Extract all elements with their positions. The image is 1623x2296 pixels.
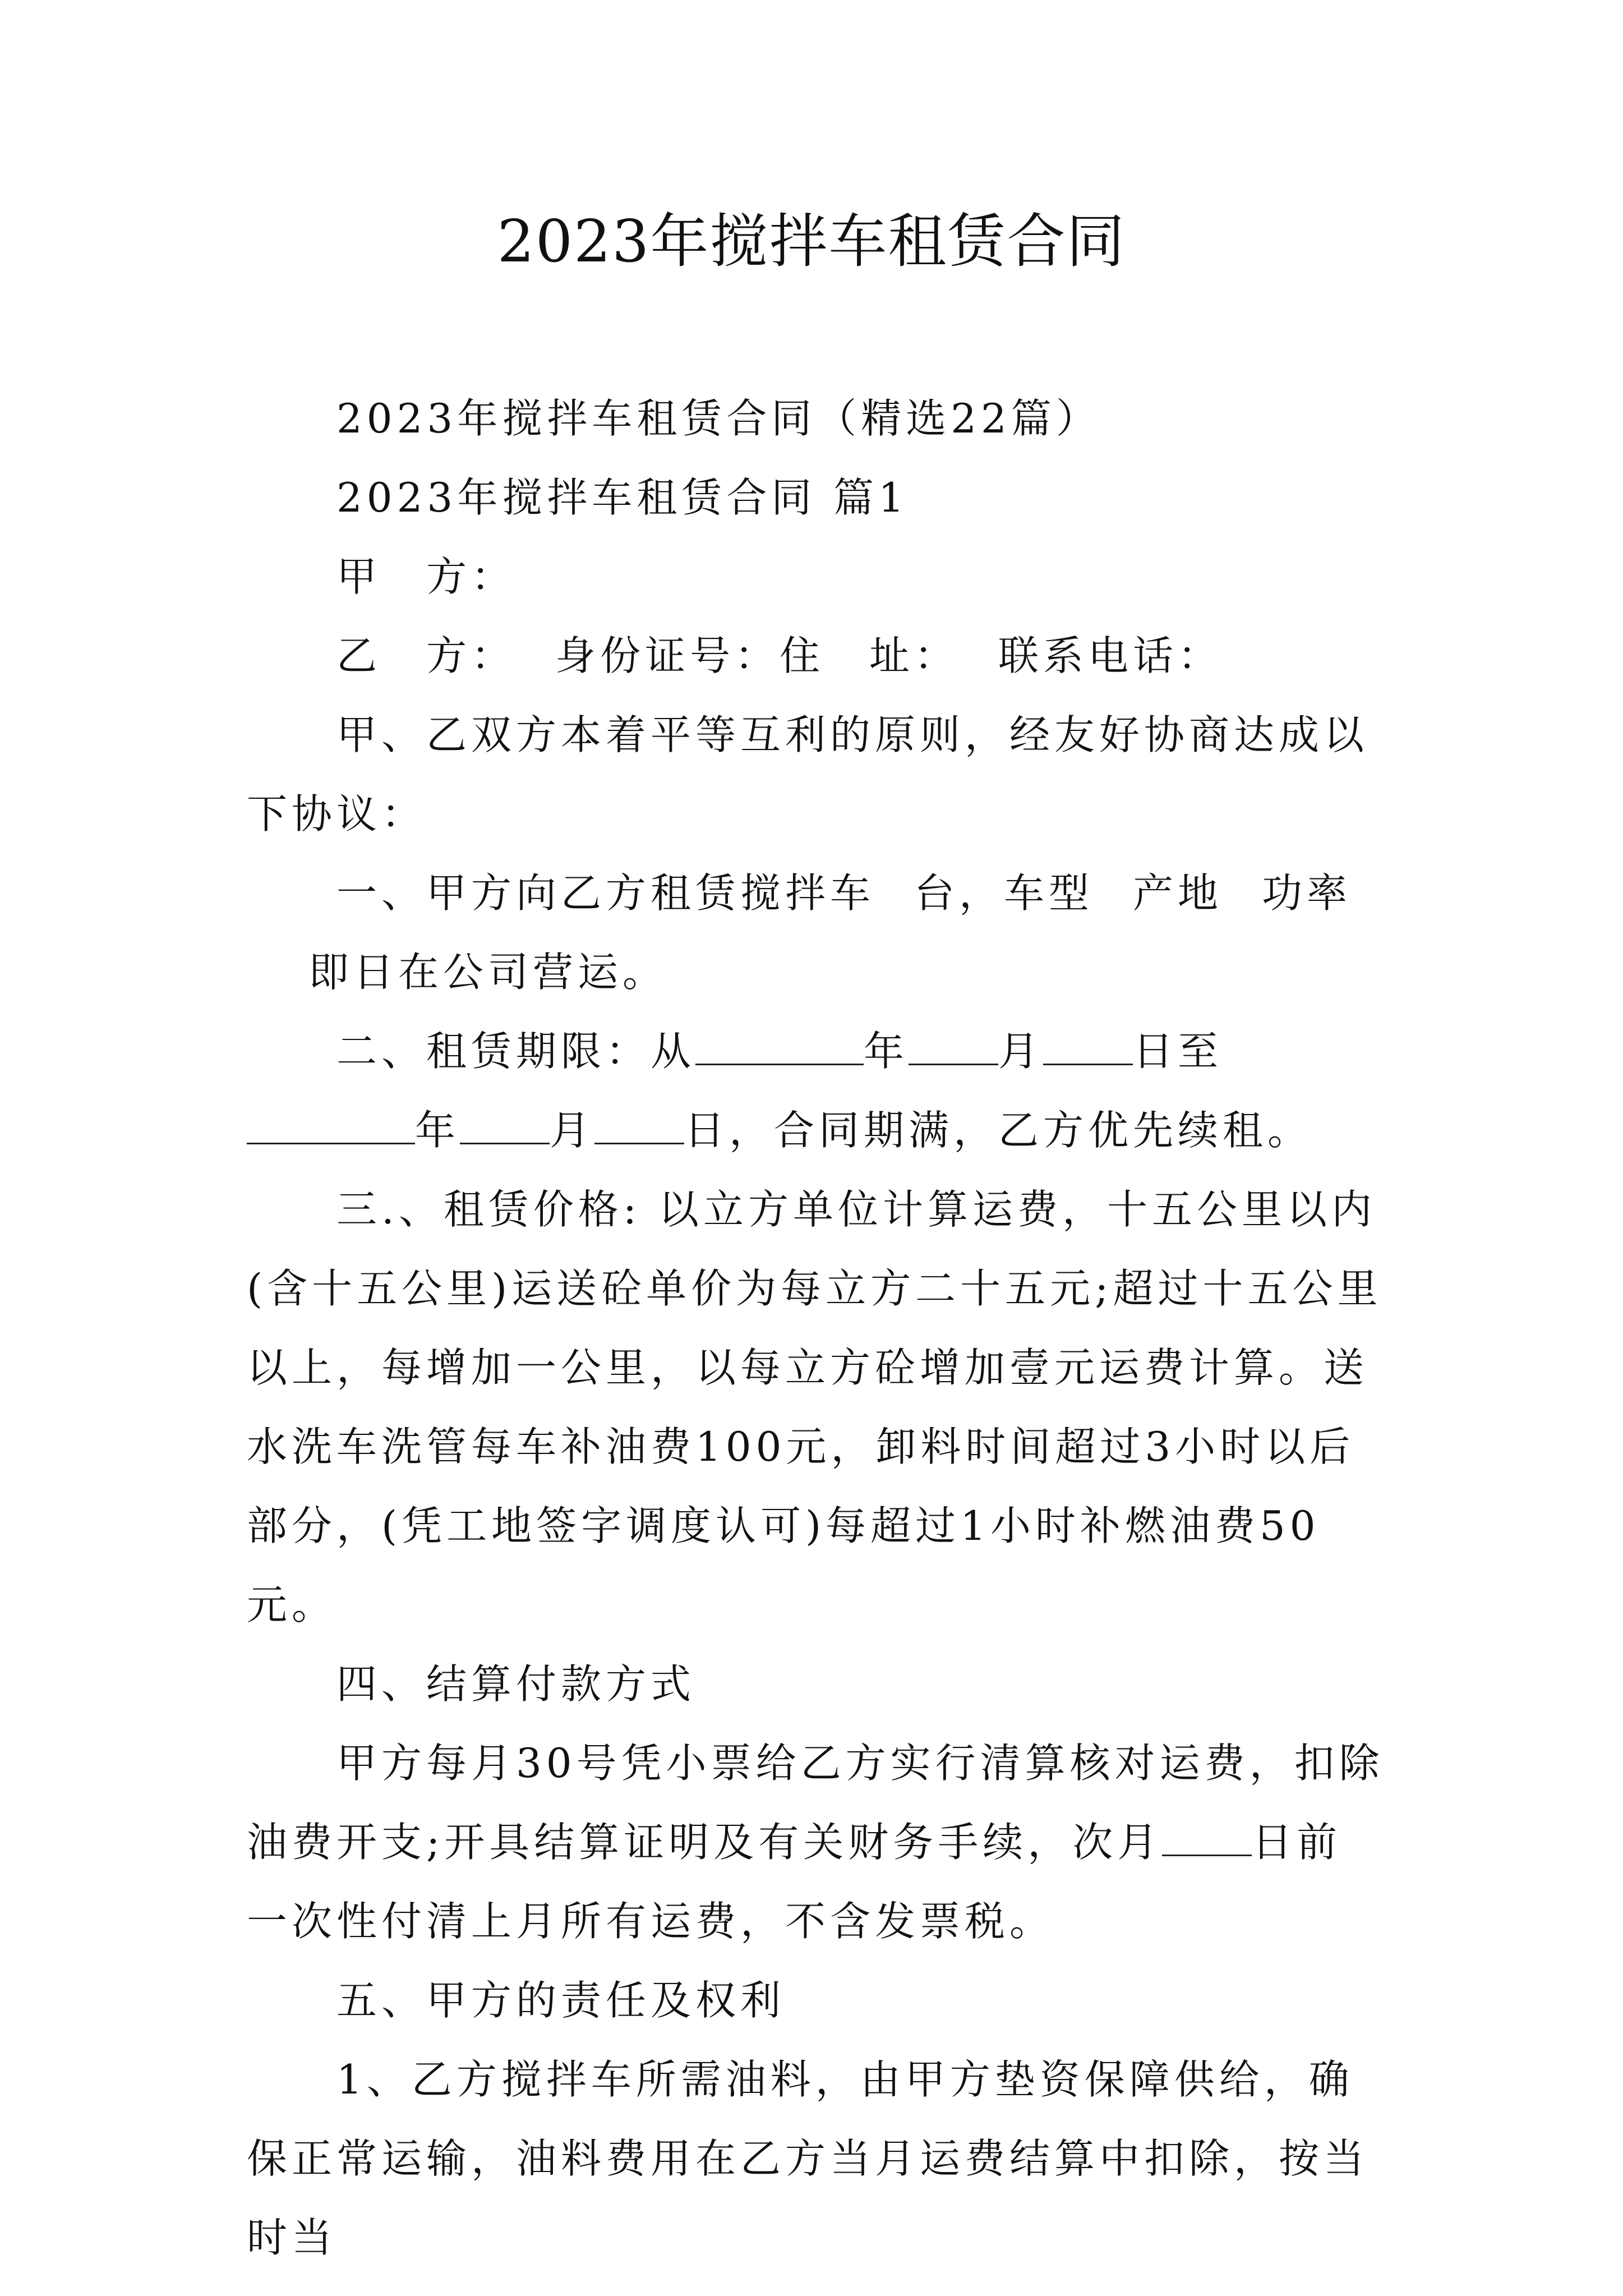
document-subtitle: 2023年搅拌车租赁合同（精选22篇） [336,395,1101,442]
clause-4-heading: 四、结算付款方式 [336,1660,696,1708]
clause-2-text: 二、租赁期限：从 [336,1028,696,1075]
end-year-blank [247,1106,415,1144]
start-year-label: 年 [864,1028,909,1075]
clause-4-text: 甲方每月30号凭小票给乙方实行清算核对运费，扣除油费开支;开具结算证明及有关财务手续，次月 [247,1740,1384,1866]
start-day-blank [1043,1027,1133,1065]
end-month-label: 月 [550,1107,595,1154]
party-b-line [247,616,1385,696]
clause-5-item-1: 1、乙方搅拌车所需油料，由甲方垫资保障供给，确保正常运输，油料费用在乙方当月运费结算中扣除，按当时当 [247,2056,1369,2261]
clause-1-text: 一、甲方向乙方租赁搅拌车 [336,869,875,917]
party-b-id-label: 身份证号： [555,632,780,679]
start-year-blank [695,1027,864,1065]
party-b-label: 乙 方： [336,632,517,679]
clause-5-heading: 五、甲方的责任及权利 [336,1977,786,2024]
clause-2-end: 日，合同期满，乙方优先续租。 [684,1107,1313,1154]
end-year-label: 年 [415,1107,460,1154]
clause-1-units: 台，车型 [914,869,1094,917]
document-title: 2023年搅拌车租赁合同 [497,207,1126,275]
party-a-line: 甲 方： [336,553,517,600]
end-day-blank [594,1106,684,1144]
clause-2 [247,1012,1385,1170]
start-day-label: 日至 [1133,1028,1223,1075]
clause-1-origin: 产地 [1133,869,1223,917]
clause-1 [247,854,1385,1012]
party-b-address-label: 住 址： [780,632,960,679]
document-body [247,379,1385,2277]
clause-4-end: 日前一次性付清上月所有运费，不含发票税。 [247,1819,1342,1945]
clause-1-power: 功率 [1262,869,1352,917]
clause-4 [247,1724,1385,1961]
end-month-blank [460,1106,550,1144]
start-month-label: 月 [998,1028,1044,1075]
start-month-blank [909,1027,998,1065]
intro-paragraph: 甲、乙双方本着平等互利的原则，经友好协商达成以下协议： [247,711,1369,838]
clause-1-operation: 即日在公司营运。 [308,949,668,996]
clause-3: 三.、租赁价格: 以立方单位计算运费，十五公里以内(含十五公里)运送砼单价为每立方二十五元;超过十五公里以上，每增加一公里，以每立方砼增加壹元运费计算。送水洗车洗管每车补油费100元，卸料时间超过3小时以后部分，(凭工地签字调度认可)每超过1小时补燃油费50元。 [247,1186,1382,1628]
section-heading: 2023年搅拌车租赁合同 篇1 [336,474,909,521]
payment-day-blank [1162,1818,1252,1856]
party-b-phone-label: 联系电话： [998,632,1223,679]
